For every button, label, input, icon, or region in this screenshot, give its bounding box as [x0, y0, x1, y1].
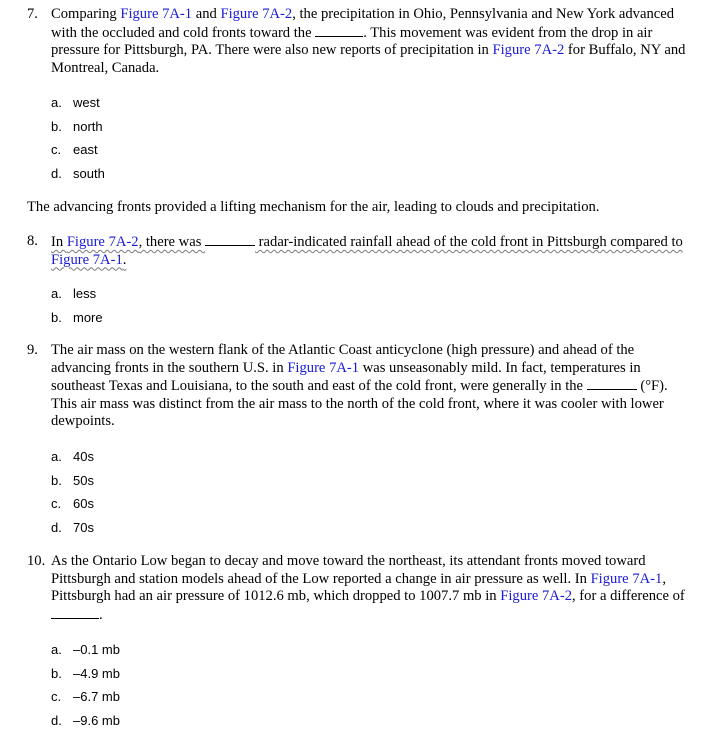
figure-link[interactable]: Figure 7A-2 — [220, 6, 292, 22]
question-text: The air mass on the western flank of the Atlantic Coast anticyclone (high pressure) and ahead of the advancing fronts in the southern U.S. in Figure 7A-1 was unseasonably mild. In fact, temperatures in southeast Texas and Louisiana, to the south and east of the cold front, were generally in the (°F). This air mass was distinct from the air mass to the north of the cold front, where it was cooler with lower dewpoints. — [51, 342, 687, 431]
question-10 — [27, 553, 687, 624]
answer-blank — [315, 24, 363, 37]
option-a[interactable]: a. less — [51, 285, 103, 309]
question-number: 8. — [27, 233, 38, 251]
option-d[interactable]: d. –9.6 mb — [51, 712, 120, 735]
question-number: 9. — [27, 342, 38, 360]
figure-link[interactable]: Figure 7A-1 — [591, 571, 663, 587]
options-q10 — [51, 641, 120, 735]
option-d[interactable]: d. south — [51, 165, 105, 189]
question-7 — [27, 6, 687, 77]
option-b[interactable]: b. 50s — [51, 472, 94, 496]
question-text: Comparing Figure 7A-1 and Figure 7A-2, the precipitation in Ohio, Pennsylvania and New York advanced with the occluded and cold fronts toward the . This movement was evident from the drop in air pressure for Pittsburgh, PA. There were also new reports of precipitation in Figure 7A-2 for Buffalo, NY and Montreal, Canada. — [51, 6, 687, 77]
option-b[interactable]: b. –4.9 mb — [51, 665, 120, 689]
figure-link[interactable]: Figure 7A-2 — [500, 588, 572, 604]
option-c[interactable]: c. –6.7 mb — [51, 688, 120, 712]
figure-link[interactable]: Figure 7A-2 — [67, 234, 139, 250]
question-text: In Figure 7A-2, there was radar-indicated rainfall ahead of the cold front in Pittsburgh compared to Figure 7A-1. — [51, 233, 687, 269]
option-c[interactable]: c. 60s — [51, 495, 94, 519]
option-b[interactable]: b. north — [51, 118, 105, 142]
question-9 — [27, 342, 687, 431]
statement-text: The advancing fronts provided a lifting mechanism for the air, leading to clouds and precipitation. — [27, 199, 687, 217]
option-b[interactable]: b. more — [51, 309, 103, 333]
option-a[interactable]: a. west — [51, 94, 105, 118]
question-number: 7. — [27, 6, 38, 24]
option-c[interactable]: c. east — [51, 141, 105, 165]
option-a[interactable]: a. –0.1 mb — [51, 641, 120, 665]
answer-blank — [205, 233, 255, 246]
question-number: 10. — [27, 553, 45, 571]
answer-blank — [587, 377, 637, 390]
option-d[interactable]: d. 70s — [51, 519, 94, 543]
figure-link[interactable]: Figure 7A-1 — [51, 252, 123, 268]
options-q9 — [51, 448, 94, 542]
question-8 — [27, 233, 687, 269]
options-q8 — [51, 285, 103, 332]
figure-link[interactable]: Figure 7A-1 — [120, 6, 192, 22]
answer-blank — [51, 606, 99, 619]
options-q7 — [51, 94, 105, 188]
question-text: As the Ontario Low began to decay and move toward the northeast, its attendant fronts moved toward Pittsburgh and station models ahead of the Low reported a change in air pressure as well. In Figure 7A-1, Pittsburgh had an air pressure of 1012.6 mb, which dropped to 1007.7 mb in Figure 7A-2, for a difference of . — [51, 553, 687, 624]
figure-link[interactable]: Figure 7A-1 — [287, 360, 359, 376]
figure-link[interactable]: Figure 7A-2 — [493, 42, 565, 58]
option-a[interactable]: a. 40s — [51, 448, 94, 472]
